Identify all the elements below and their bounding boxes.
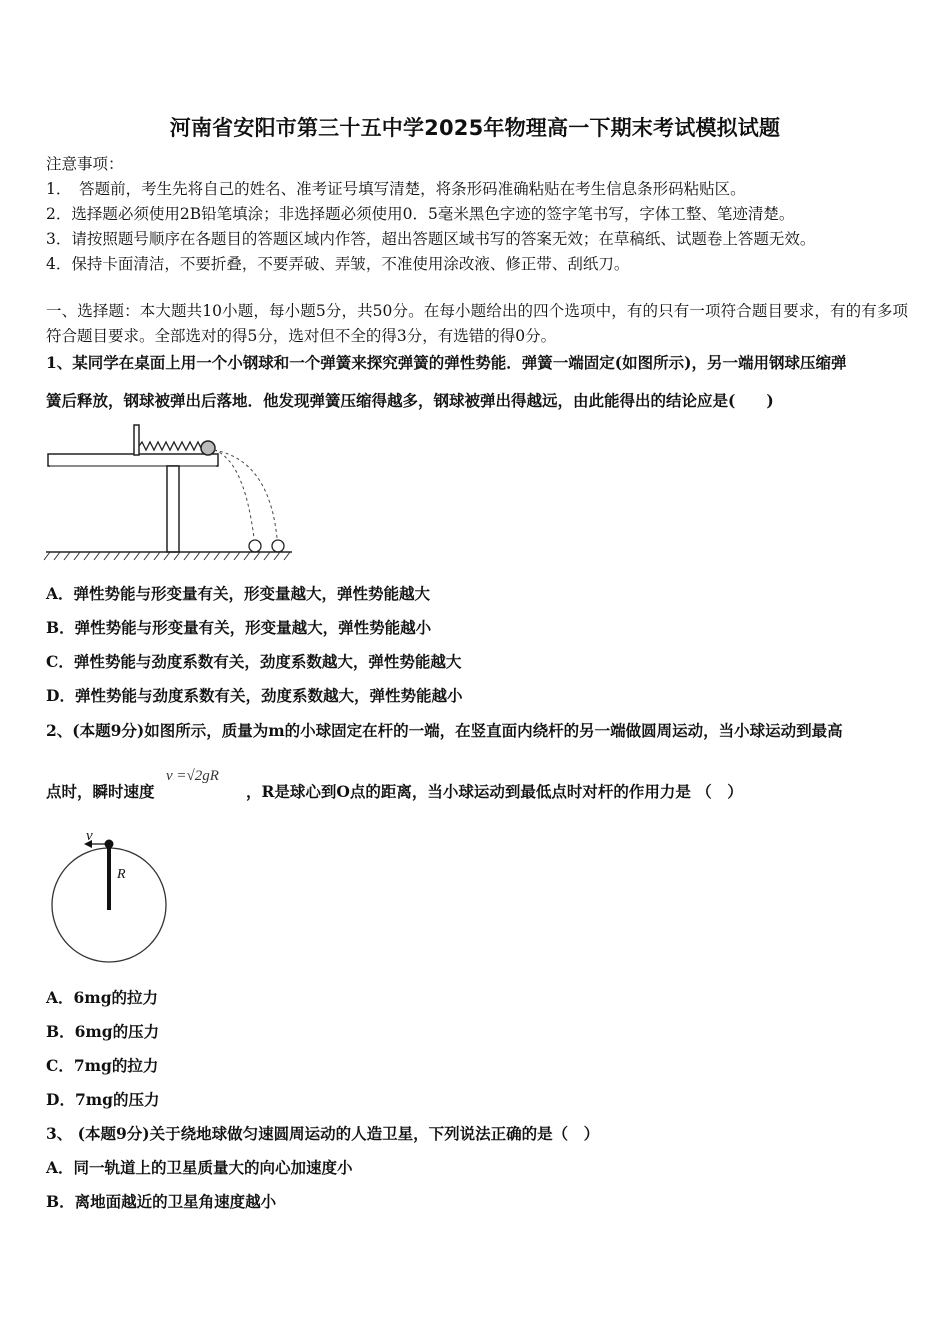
spring-table-figure [44,420,294,570]
page-title: 河南省安阳市第三十五中学2025年物理高一下期末考试模拟试题 [169,116,781,140]
velocity-formula: v =√2gR [166,768,219,784]
question-1-line-2: 簧后释放，钢球被弹出后落地．他发现弹簧压缩得越多，钢球被弹出得越远，由此能得出的结论应是( ) [46,391,774,410]
notice-heading: 注意事项： [46,155,124,173]
ground-hatch [44,552,290,560]
q3-option-b: B．离地面越近的卫星角速度越小 [46,1192,277,1211]
notice-item: 2．选择题必须使用2B铅笔填涂；非选择题必须使用0．5毫米黑色字迹的签字笔书写，字体工整、笔迹清楚。 [46,205,795,223]
section-instructions: 一、选择题：本大题共10小题，每小题5分，共50分。在每小题给出的四个选项中，有的只有一项符合题目要求，有的有多项符合题目要求。全部选对的得5分，选对但不全的得3分，有选错的得0分。 [46,302,908,345]
q1-option-a: A．弹性势能与形变量有关，形变量越大，弹性势能越大 [46,584,431,603]
steel-ball [201,441,215,455]
spring-coil [139,442,206,450]
q2-line2-prefix: 点时，瞬时速度 [46,782,155,801]
question-3-line-1: 3、 (本题9分)关于绕地球做匀速圆周运动的人造卫星，下列说法正确的是（ ） [46,1124,600,1143]
radius-label: R [117,867,126,882]
q2-option-d: D．7mg的压力 [46,1090,160,1109]
question-1-line-1: 1、某同学在桌面上用一个小钢球和一个弹簧来探究弹簧的弹性势能．弹簧一端固定(如图所示)，另一端用钢球压缩弹 [46,353,847,372]
q1-option-c: C．弹性势能与劲度系数有关，劲度系数越大，弹性势能越大 [46,652,462,671]
notice-item: 1． 答题前，考生先将自己的姓名、准考证号填写清楚，将条形码准确粘贴在考生信息条形码粘贴区。 [46,180,746,198]
velocity-label: v [86,828,93,844]
q1-option-d: D．弹性势能与劲度系数有关，劲度系数越大，弹性势能越小 [46,686,463,705]
q3-option-a: A．同一轨道上的卫星质量大的向心加速度小 [46,1158,353,1177]
circular-motion-figure [44,830,174,965]
notice-item: 4．保持卡面清洁，不要折叠，不要弄破、弄皱，不准使用涂改液、修正带、刮纸刀。 [46,255,630,273]
table-leg [167,466,179,552]
landed-ball [249,540,261,552]
landed-ball [272,540,284,552]
q2-option-b: B．6mg的压力 [46,1022,160,1041]
trajectory-near [214,450,254,538]
question-2-line-1: 2、(本题9分)如图所示，质量为m的小球固定在杆的一端，在竖直面内绕杆的另一端做圆周运动，当小球运动到最高 [46,721,843,740]
q2-line2-suffix: ，R是球心到O点的距离，当小球运动到最低点时对杆的作用力是 （ ） [246,782,743,801]
table-top [48,454,218,466]
q2-option-c: C．7mg的拉力 [46,1056,159,1075]
ball-at-top [105,840,114,849]
notice-item: 3．请按照题号顺序在各题目的答题区域内作答，超出答题区域书写的答案无效；在草稿纸、试题卷上答题无效。 [46,230,816,248]
q1-option-b: B．弹性势能与形变量有关，形变量越大，弹性势能越小 [46,618,432,637]
spring-wall [134,425,139,455]
q2-option-a: A．6mg的拉力 [46,988,159,1007]
